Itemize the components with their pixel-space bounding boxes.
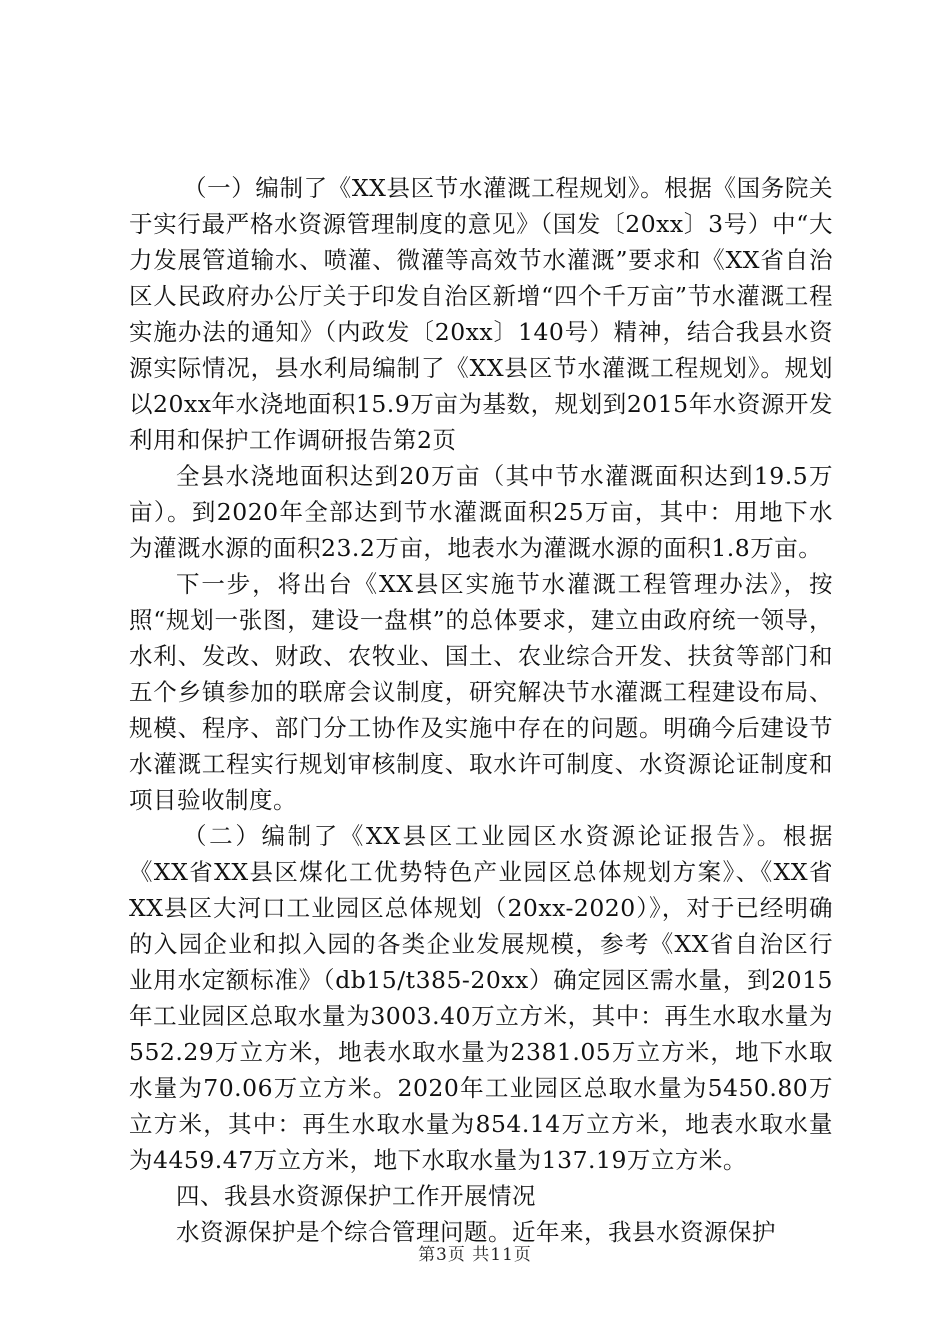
document-body xyxy=(129,170,833,1250)
paragraph-next-steps: 下一步，将出台《XX县区实施节水灌溉工程管理办法》，按照“规划一张图，建设一盘棋”的总体要求，建立由政府统一领导，水利、发改、财政、农牧业、国土、农业综合开发、扶贫等部门和五个乡镇参加的联席会议制度，研究解决节水灌溉工程建设布局、规模、程序、部门分工协作及实施中存在的问题。明确今后建设节水灌溉工程实行规划审核制度、取水许可制度、水资源论证制度和项目验收制度。 xyxy=(129,570,833,814)
paragraph-irrigated-area: 全县水浇地面积达到20万亩（其中节水灌溉面积达到19.5万亩）。到2020年全部达到节水灌溉面积25万亩，其中：用地下水为灌溉水源的面积23.2万亩，地表水为灌溉水源的面积1.8万亩。 xyxy=(129,462,833,562)
paragraph-protection-intro: 水资源保护是个综合管理问题。近年来，我县水资源保护 xyxy=(176,1218,776,1246)
page-number-footer: 第3页 共11页 xyxy=(418,1245,532,1265)
paragraph-industrial-park: （二）编制了《XX县区工业园区水资源论证报告》。根据《XX省XX县区煤化工优势特色产业园区总体规划方案》、《XX省XX县区大河口工业园区总体规划（20xx-2020）》，对于已经明确的入园企业和拟入园的各类企业发展规模，参考《XX省自治区行业用水定额标准》（db15/t385-20xx）确定园区需水量，到2015年工业园区总取水量为3003.40万立方米，其中：再生水取水量为552.29万立方米，地表水取水量为2381.05万立方米，地下水取水量为70.06万立方米。2020年工业园区总取水量为5450.80万立方米，其中：再生水取水量为854.14万立方米，地表水取水量为4459.47万立方米，地下水取水量为137.19万立方米。 xyxy=(129,822,833,1174)
section-heading-protection: 四、我县水资源保护工作开展情况 xyxy=(176,1182,536,1210)
paragraph-irrigation-plan: （一）编制了《XX县区节水灌溉工程规划》。根据《国务院关于实行最严格水资源管理制度的意见》（国发〔20xx〕3号）中“大力发展管道输水、喷灌、微灌等高效节水灌溉”要求和《XX省自治区人民政府办公厅关于印发自治区新增“四个千万亩”节水灌溉工程实施办法的通知》（内政发〔20xx〕140号）精神，结合我县水资源实际情况，县水利局编制了《XX县区节水灌溉工程规划》。规划以20xx年水浇地面积15.9万亩为基数，规划到2015年水资源开发利用和保护工作调研报告第2页 xyxy=(129,174,833,454)
